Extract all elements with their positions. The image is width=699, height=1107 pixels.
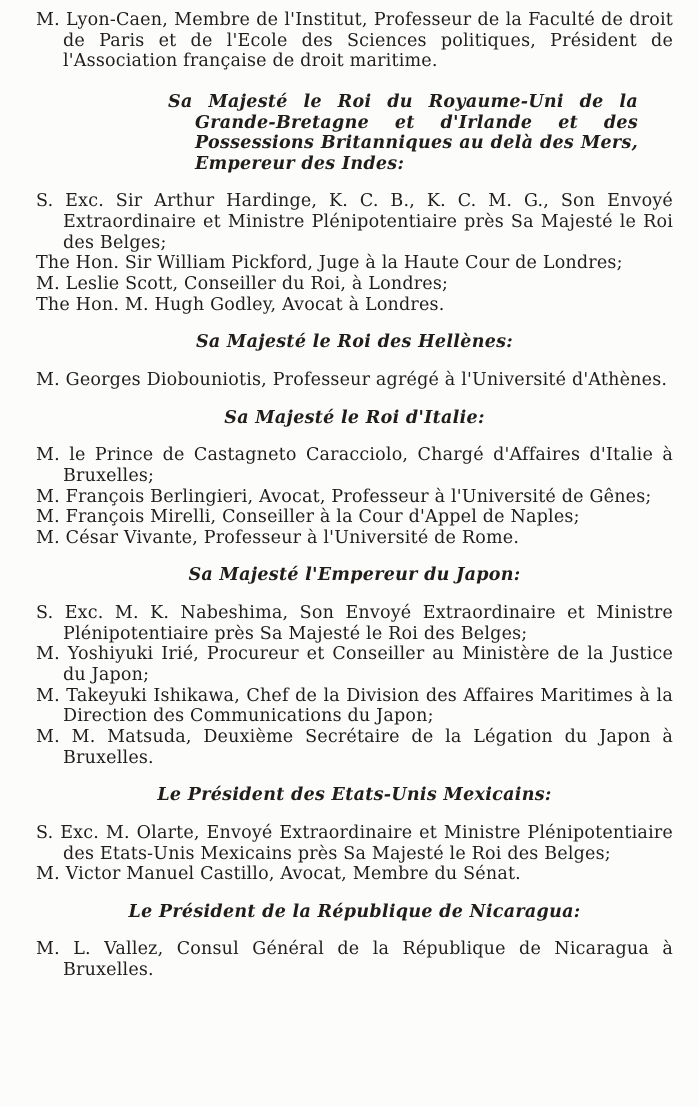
section-uk bbox=[36, 92, 673, 315]
section-heading-nicaragua: Le Président de la République de Nicaragua: bbox=[128, 901, 581, 922]
delegate-entry: M. Lyon-Caen, Membre de l'Institut, Professeur de la Faculté de droit de Paris et de l'Ecole des Sciences politiques, Président de l'Association française de droit maritime. bbox=[36, 10, 673, 72]
delegate-entry: M. M. Matsuda, Deuxième Secrétaire de la Légation du Japon à Bruxelles. bbox=[36, 726, 673, 768]
delegate-entry: The Hon. M. Hugh Godley, Avocat à Londres. bbox=[36, 294, 445, 315]
delegate-entry: M. Takeyuki Ishikawa, Chef de la Division des Affaires Maritimes à la Direction des Communications du Japon; bbox=[36, 685, 673, 727]
section-heading-greece: Sa Majesté le Roi des Hellènes: bbox=[195, 332, 514, 353]
delegate-entry: M. François Mirelli, Conseiller à la Cour d'Appel de Naples; bbox=[36, 507, 580, 528]
delegate-entry: M. Victor Manuel Castillo, Avocat, Membre du Sénat. bbox=[36, 864, 521, 885]
section-heading-mexico: Le Président des Etats-Unis Mexicains: bbox=[157, 785, 552, 806]
section-heading-italy: Sa Majesté le Roi d'Italie: bbox=[224, 407, 485, 428]
section-italy bbox=[36, 408, 673, 549]
delegate-entry: S. Exc. M. K. Nabeshima, Son Envoyé Extraordinaire et Ministre Plénipotentiaire près Sa Majesté le Roi des Belges; bbox=[36, 603, 673, 644]
section-heading-uk: Sa Majesté le Roi du Royaume-Uni de la Grande-Bretagne et d'Irlande et des Possessions Britanniques au delà des Mers, Empereur des Indes: bbox=[168, 91, 638, 174]
section-japan bbox=[36, 565, 673, 768]
delegate-entry: M. Leslie Scott, Conseiller du Roi, à Londres; bbox=[36, 274, 449, 295]
delegate-entry: M. L. Vallez, Consul Général de la République de Nicaragua à Bruxelles. bbox=[36, 939, 673, 981]
section-heading-japan: Sa Majesté l'Empereur du Japon: bbox=[188, 565, 521, 586]
delegate-entry: M. François Berlingieri, Avocat, Professeur à l'Université de Gênes; bbox=[36, 486, 652, 507]
delegate-entry: The Hon. Sir William Pickford, Juge à la Haute Cour de Londres; bbox=[36, 253, 623, 274]
delegate-entry: S. Exc. Sir Arthur Hardinge, K. C. B., K. C. M. G., Son Envoyé Extraordinaire et Ministre Plénipotentiaire près Sa Majesté le Roi des Belges; bbox=[36, 191, 673, 253]
section-greece bbox=[36, 332, 673, 390]
section-mexico bbox=[36, 785, 673, 885]
delegate-entry: M. Yoshiyuki Irié, Procureur et Conseiller au Ministère de la Justice du Japon; bbox=[36, 644, 673, 686]
delegate-entry: M. Georges Diobouniotis, Professeur agrégé à l'Université d'Athènes. bbox=[36, 369, 668, 390]
delegate-entry: M. le Prince de Castagneto Caracciolo, Chargé d'Affaires d'Italie à Bruxelles; bbox=[36, 445, 673, 486]
delegate-entry: M. César Vivante, Professeur à l'Université de Rome. bbox=[36, 527, 520, 548]
section-nicaragua bbox=[36, 902, 673, 981]
delegate-entry: S. Exc. M. Olarte, Envoyé Extraordinaire et Ministre Plénipotentiaire des Etats-Unis Mexicains près Sa Majesté le Roi des Belges; bbox=[36, 822, 673, 864]
